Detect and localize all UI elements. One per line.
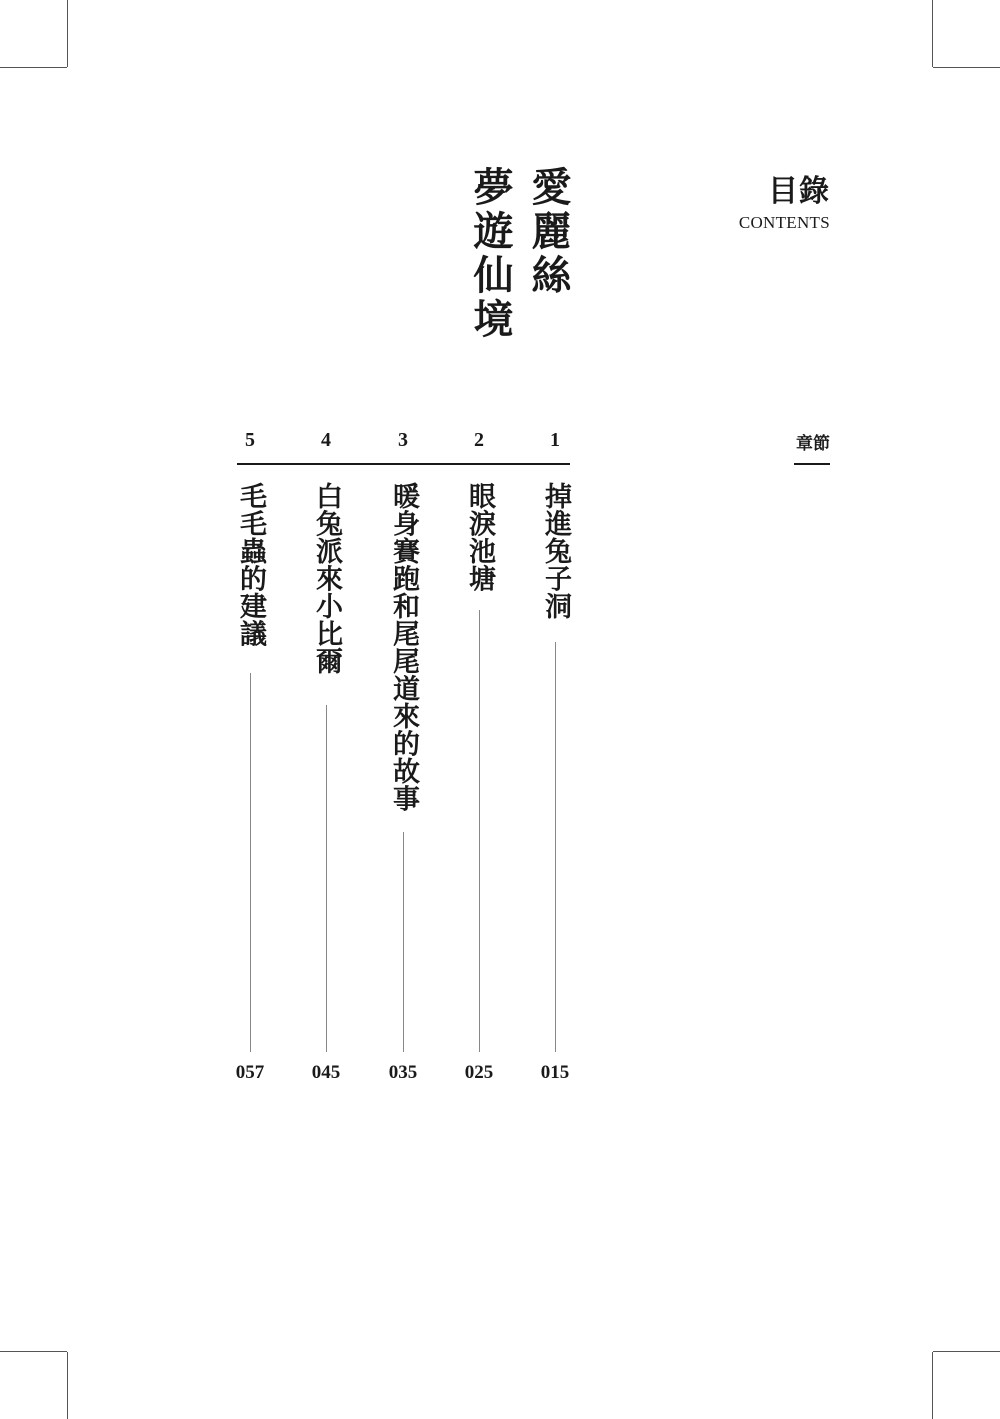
chapter-page-number[interactable]: 035 — [388, 1062, 418, 1083]
chapter-title[interactable]: 暖身賽跑和尾尾道來的故事 — [388, 482, 419, 812]
crop-mark-bottom-right — [933, 1351, 1000, 1352]
chapter-number: 2 — [474, 429, 484, 451]
chapter-leader-line — [403, 832, 404, 1052]
chapter-page-number[interactable]: 025 — [464, 1062, 494, 1083]
book-title-line-2: 夢遊仙境 — [467, 166, 514, 342]
chapter-leader-line — [479, 610, 480, 1052]
chapter-title[interactable]: 掉進兔子洞 — [540, 482, 571, 620]
chapter-number: 4 — [321, 429, 331, 451]
chapter-title[interactable]: 毛毛蟲的建議 — [235, 482, 266, 647]
chapter-page-number[interactable]: 045 — [311, 1062, 341, 1083]
chapter-title[interactable]: 眼淚池塘 — [464, 482, 495, 592]
crop-mark-bottom-left — [67, 1352, 68, 1419]
chapter-leader-line — [326, 705, 327, 1052]
crop-mark-bottom-right — [932, 1352, 933, 1419]
crop-mark-bottom-left — [0, 1351, 67, 1352]
toc-subtitle: CONTENTS — [738, 213, 830, 232]
crop-mark-top-left — [0, 67, 67, 68]
chapter-page-number[interactable]: 015 — [540, 1062, 570, 1083]
chapter-number: 1 — [550, 429, 560, 451]
book-title-line-1: 愛麗絲 — [525, 166, 572, 298]
chapter-number: 5 — [245, 429, 255, 451]
section-rule — [794, 463, 830, 465]
chapter-leader-line — [250, 673, 251, 1052]
crop-mark-top-right — [933, 67, 1000, 68]
chapter-page-number[interactable]: 057 — [235, 1062, 265, 1083]
crop-mark-top-left — [67, 0, 68, 67]
chapter-header-rule — [237, 463, 570, 465]
chapter-number: 3 — [398, 429, 408, 451]
crop-mark-top-right — [932, 0, 933, 67]
chapter-leader-line — [555, 642, 556, 1052]
chapter-title[interactable]: 白兔派來小比爾 — [311, 482, 342, 675]
toc-title: 目錄 — [768, 174, 830, 209]
section-label: 章節 — [796, 434, 830, 454]
